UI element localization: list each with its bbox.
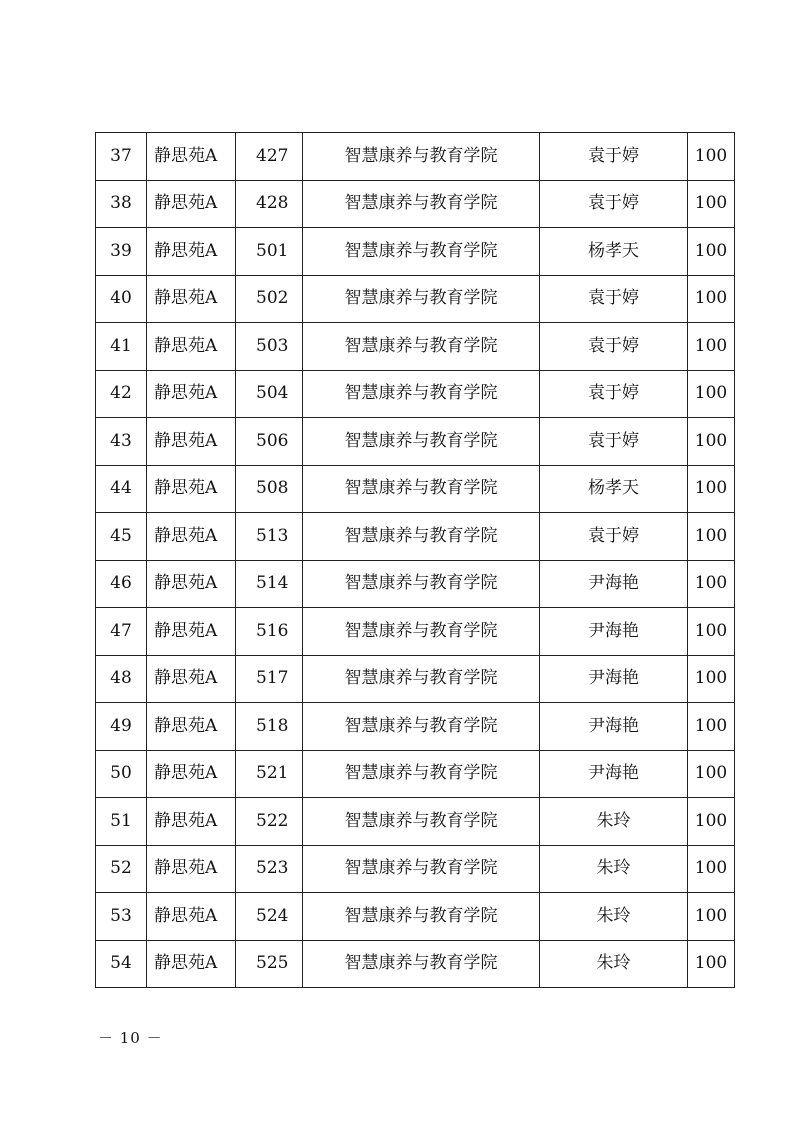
room-number-cell: 501 <box>236 228 303 276</box>
table-row <box>96 465 735 513</box>
room-number-cell: 514 <box>236 560 303 608</box>
dormitory-cell: 静思苑A <box>147 228 236 276</box>
score-cell: 100 <box>688 655 735 703</box>
inspector-name-cell: 朱玲 <box>540 893 688 941</box>
score-cell: 100 <box>688 370 735 418</box>
dormitory-cell: 静思苑A <box>147 323 236 371</box>
row-number-cell: 49 <box>96 703 147 751</box>
room-number-cell: 506 <box>236 418 303 466</box>
table-row <box>96 608 735 656</box>
inspector-name-cell: 朱玲 <box>540 798 688 846</box>
dormitory-cell: 静思苑A <box>147 418 236 466</box>
dormitory-cell: 静思苑A <box>147 703 236 751</box>
dormitory-cell: 静思苑A <box>147 798 236 846</box>
college-cell: 智慧康养与教育学院 <box>303 370 540 418</box>
row-number-cell: 46 <box>96 560 147 608</box>
table-row <box>96 275 735 323</box>
inspector-name-cell: 袁于婷 <box>540 418 688 466</box>
room-number-cell: 524 <box>236 893 303 941</box>
dormitory-cell: 静思苑A <box>147 275 236 323</box>
inspector-name-cell: 袁于婷 <box>540 275 688 323</box>
college-cell: 智慧康养与教育学院 <box>303 180 540 228</box>
room-number-cell: 521 <box>236 750 303 798</box>
row-number-cell: 48 <box>96 655 147 703</box>
row-number-cell: 40 <box>96 275 147 323</box>
row-number-cell: 50 <box>96 750 147 798</box>
room-number-cell: 522 <box>236 798 303 846</box>
college-cell: 智慧康养与教育学院 <box>303 703 540 751</box>
table-row <box>96 655 735 703</box>
dormitory-cell: 静思苑A <box>147 655 236 703</box>
inspector-name-cell: 尹海艳 <box>540 655 688 703</box>
room-number-cell: 502 <box>236 275 303 323</box>
score-cell: 100 <box>688 608 735 656</box>
college-cell: 智慧康养与教育学院 <box>303 750 540 798</box>
room-number-cell: 518 <box>236 703 303 751</box>
row-number-cell: 42 <box>96 370 147 418</box>
score-cell: 100 <box>688 893 735 941</box>
inspector-name-cell: 袁于婷 <box>540 133 688 181</box>
room-number-cell: 525 <box>236 940 303 988</box>
row-number-cell: 52 <box>96 845 147 893</box>
dormitory-cell: 静思苑A <box>147 940 236 988</box>
table-row <box>96 370 735 418</box>
row-number-cell: 47 <box>96 608 147 656</box>
college-cell: 智慧康养与教育学院 <box>303 845 540 893</box>
dormitory-cell: 静思苑A <box>147 750 236 798</box>
inspector-name-cell: 尹海艳 <box>540 703 688 751</box>
score-cell: 100 <box>688 323 735 371</box>
inspector-name-cell: 尹海艳 <box>540 608 688 656</box>
dormitory-cell: 静思苑A <box>147 845 236 893</box>
page-number: － 10 － <box>98 1029 163 1047</box>
room-number-cell: 428 <box>236 180 303 228</box>
row-number-cell: 51 <box>96 798 147 846</box>
inspector-name-cell: 朱玲 <box>540 845 688 893</box>
room-number-cell: 427 <box>236 133 303 181</box>
college-cell: 智慧康养与教育学院 <box>303 893 540 941</box>
table-row <box>96 940 735 988</box>
row-number-cell: 54 <box>96 940 147 988</box>
college-cell: 智慧康养与教育学院 <box>303 940 540 988</box>
college-cell: 智慧康养与教育学院 <box>303 798 540 846</box>
row-number-cell: 53 <box>96 893 147 941</box>
table-row <box>96 513 735 561</box>
college-cell: 智慧康养与教育学院 <box>303 228 540 276</box>
dormitory-cell: 静思苑A <box>147 608 236 656</box>
room-number-cell: 516 <box>236 608 303 656</box>
inspector-name-cell: 尹海艳 <box>540 560 688 608</box>
row-number-cell: 44 <box>96 465 147 513</box>
table-row <box>96 133 735 181</box>
score-cell: 100 <box>688 133 735 181</box>
dormitory-cell: 静思苑A <box>147 893 236 941</box>
inspector-name-cell: 袁于婷 <box>540 370 688 418</box>
table-row <box>96 228 735 276</box>
inspector-name-cell: 尹海艳 <box>540 750 688 798</box>
dormitory-cell: 静思苑A <box>147 370 236 418</box>
row-number-cell: 43 <box>96 418 147 466</box>
college-cell: 智慧康养与教育学院 <box>303 323 540 371</box>
dormitory-cell: 静思苑A <box>147 560 236 608</box>
college-cell: 智慧康养与教育学院 <box>303 418 540 466</box>
row-number-cell: 38 <box>96 180 147 228</box>
inspector-name-cell: 杨孝天 <box>540 228 688 276</box>
dormitory-cell: 静思苑A <box>147 133 236 181</box>
college-cell: 智慧康养与教育学院 <box>303 513 540 561</box>
dormitory-cell: 静思苑A <box>147 180 236 228</box>
dormitory-score-table <box>95 132 735 988</box>
score-cell: 100 <box>688 465 735 513</box>
table-row <box>96 180 735 228</box>
college-cell: 智慧康养与教育学院 <box>303 465 540 513</box>
college-cell: 智慧康养与教育学院 <box>303 133 540 181</box>
score-cell: 100 <box>688 703 735 751</box>
room-number-cell: 504 <box>236 370 303 418</box>
inspector-name-cell: 袁于婷 <box>540 180 688 228</box>
room-number-cell: 513 <box>236 513 303 561</box>
inspector-name-cell: 袁于婷 <box>540 323 688 371</box>
dormitory-cell: 静思苑A <box>147 513 236 561</box>
table-row <box>96 893 735 941</box>
room-number-cell: 508 <box>236 465 303 513</box>
row-number-cell: 41 <box>96 323 147 371</box>
score-cell: 100 <box>688 418 735 466</box>
score-cell: 100 <box>688 940 735 988</box>
score-cell: 100 <box>688 228 735 276</box>
room-number-cell: 523 <box>236 845 303 893</box>
score-cell: 100 <box>688 180 735 228</box>
table-row <box>96 418 735 466</box>
inspector-name-cell: 朱玲 <box>540 940 688 988</box>
score-cell: 100 <box>688 845 735 893</box>
table-row <box>96 750 735 798</box>
table-row <box>96 845 735 893</box>
table-row <box>96 703 735 751</box>
table-row <box>96 560 735 608</box>
row-number-cell: 37 <box>96 133 147 181</box>
room-number-cell: 517 <box>236 655 303 703</box>
college-cell: 智慧康养与教育学院 <box>303 655 540 703</box>
score-cell: 100 <box>688 560 735 608</box>
score-cell: 100 <box>688 275 735 323</box>
row-number-cell: 39 <box>96 228 147 276</box>
table-row <box>96 798 735 846</box>
college-cell: 智慧康养与教育学院 <box>303 275 540 323</box>
college-cell: 智慧康养与教育学院 <box>303 608 540 656</box>
college-cell: 智慧康养与教育学院 <box>303 560 540 608</box>
dormitory-cell: 静思苑A <box>147 465 236 513</box>
room-number-cell: 503 <box>236 323 303 371</box>
score-cell: 100 <box>688 513 735 561</box>
table-row <box>96 323 735 371</box>
score-cell: 100 <box>688 750 735 798</box>
inspector-name-cell: 杨孝天 <box>540 465 688 513</box>
table-body <box>96 133 735 988</box>
inspector-name-cell: 袁于婷 <box>540 513 688 561</box>
row-number-cell: 45 <box>96 513 147 561</box>
score-cell: 100 <box>688 798 735 846</box>
